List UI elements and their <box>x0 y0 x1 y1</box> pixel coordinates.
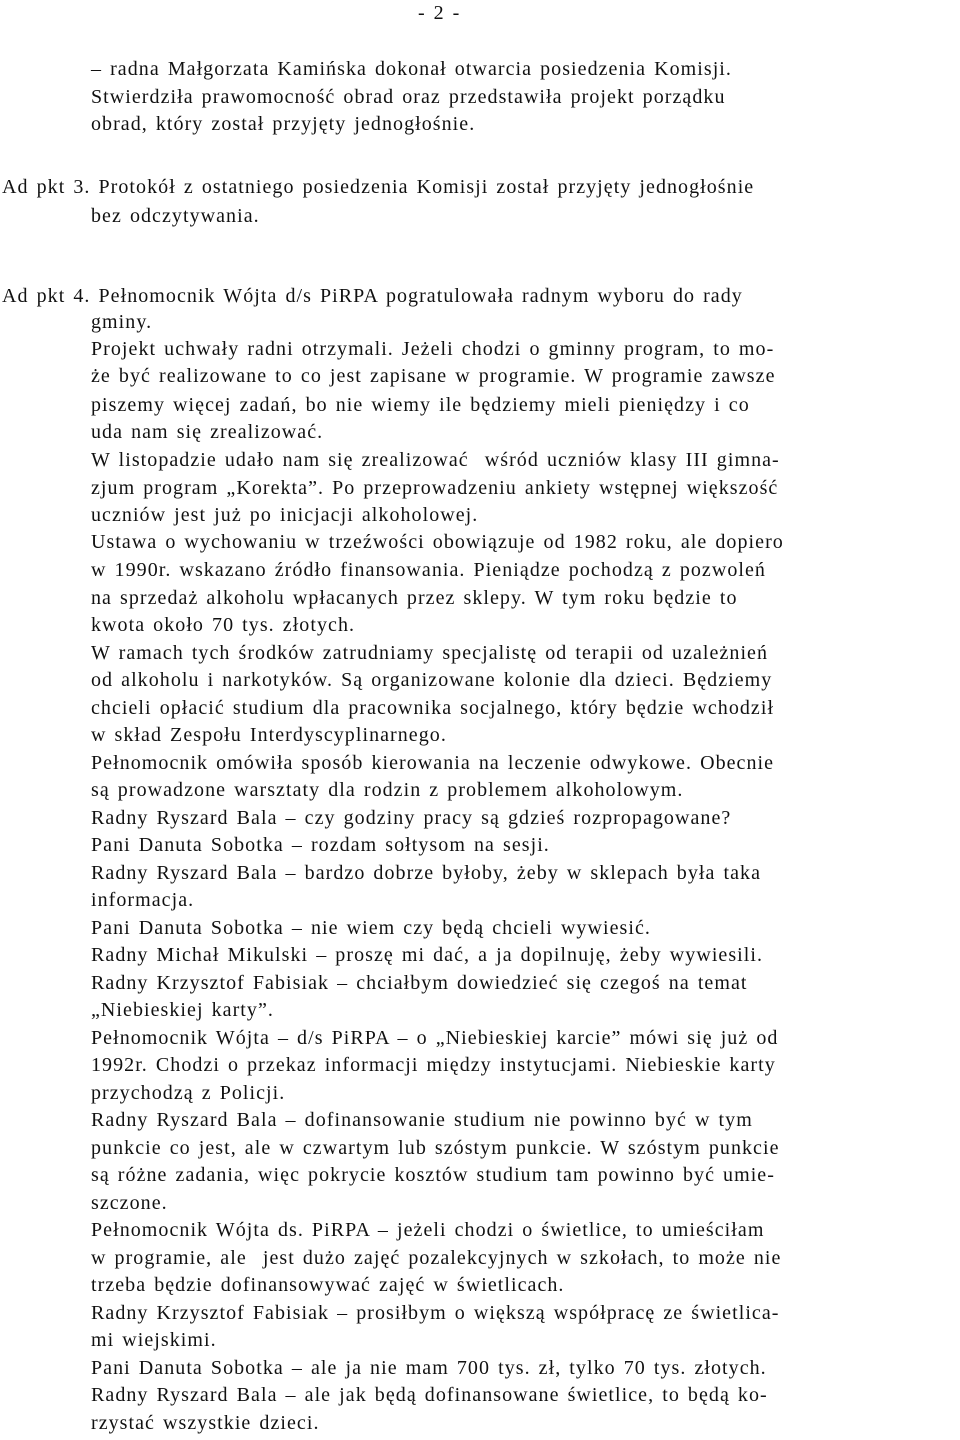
text-line: Projekt uchwały radni otrzymali. Jeżeli chodzi o gminny program, to mo- <box>91 338 775 360</box>
text-line: rzystać wszystkie dzieci. <box>91 1412 320 1434</box>
text-line: mi wiejskimi. <box>91 1329 217 1351</box>
text-line: przychodzą z Policji. <box>91 1082 286 1104</box>
text-line: informacja. <box>91 889 195 911</box>
text-line: uda nam się zrealizować. <box>91 421 324 443</box>
text-line: 1992r. Chodzi o przekaz informacji między instytucjami. Niebieskie karty <box>91 1054 776 1076</box>
text-line: Pani Danuta Sobotka – ale ja nie mam 700 tys. zł, tylko 70 tys. złotych. <box>91 1357 767 1379</box>
text-line: zjum program „Korekta”. Po przeprowadzeniu ankiety wstępnej większość <box>91 477 779 499</box>
text-line: punkcie co jest, ale w czwartym lub szóstym punkcie. W szóstym punkcie <box>91 1137 780 1159</box>
text-line: Pani Danuta Sobotka – rozdam sołtysom na sesji. <box>91 834 550 856</box>
text-line: są różne zadania, więc pokrycie kosztów studium tam powinno być umie- <box>91 1164 775 1186</box>
text-line: w 1990r. wskazano źródło finansowania. Pieniądze pochodzą z pozwoleń <box>91 559 766 581</box>
text-line: Ustawa o wychowaniu w trzeźwości obowiązuje od 1982 roku, ale dopiero <box>91 531 784 553</box>
text-line: Radny Ryszard Bala – bardzo dobrze byłoby, żeby w sklepach była taka <box>91 862 762 884</box>
text-line: trzeba będzie dofinansowywać zajęć w świetlicach. <box>91 1274 565 1296</box>
text-line: Pełnomocnik Wójta ds. PiRPA – jeżeli chodzi o świetlice, to umieściłam <box>91 1219 765 1241</box>
text-line: w skład Zespołu Interdyscyplinarnego. <box>91 724 447 746</box>
text-line: „Niebieskiej karty”. <box>91 999 274 1021</box>
text-line: są prowadzone warsztaty dla rodzin z problemem alkoholowym. <box>91 779 684 801</box>
text-line: szczone. <box>91 1192 168 1214</box>
text-line: uczniów jest już po inicjacji alkoholowej. <box>91 504 479 526</box>
text-line: Ad pkt 4. Pełnomocnik Wójta d/s PiRPA pogratulowała radnym wyboru do rady <box>2 285 743 307</box>
text-line: Radny Ryszard Bala – dofinansowanie studium nie powinno być w tym <box>91 1109 753 1131</box>
text-line: Radny Michał Mikulski – proszę mi dać, a ja dopilnuję, żeby wywiesili. <box>91 944 764 966</box>
text-line: Stwierdziła prawomocność obrad oraz przedstawiła projekt porządku <box>91 86 726 108</box>
text-line: gminy. <box>91 311 153 333</box>
text-line: – radna Małgorzata Kamińska dokonał otwarcia posiedzenia Komisji. <box>91 58 732 80</box>
text-line: chcieli opłacić studium dla pracownika socjalnego, który będzie wchodził <box>91 697 775 719</box>
text-line: Radny Ryszard Bala – ale jak będą dofinansowane świetlice, to będą ko- <box>91 1384 768 1406</box>
text-line: kwota około 70 tys. złotych. <box>91 614 356 636</box>
text-line: od alkoholu i narkotyków. Są organizowane kolonie dla dzieci. Będziemy <box>91 669 773 691</box>
text-line: Pani Danuta Sobotka – nie wiem czy będą chcieli wywiesić. <box>91 917 651 939</box>
text-line: W ramach tych środków zatrudniamy specjalistę od terapii od uzależnień <box>91 642 769 664</box>
text-line: na sprzedaż alkoholu wpłacanych przez sklepy. W tym roku będzie to <box>91 587 738 609</box>
text-line: Ad pkt 3. Protokół z ostatniego posiedzenia Komisji został przyjęty jednogłośnie <box>2 176 755 198</box>
text-line: piszemy więcej zadań, bo nie wiemy ile będziemy mieli pieniędzy i co <box>91 394 750 416</box>
text-line: Radny Ryszard Bala – czy godziny pracy są gdzieś rozpropagowane? <box>91 807 732 829</box>
text-line: że być realizowane to co jest zapisane w programie. W programie zawsze <box>91 365 776 387</box>
text-line: Radny Krzysztof Fabisiak – prosiłbym o większą współpracę ze świetlica- <box>91 1302 780 1324</box>
text-line: Pełnomocnik omówiła sposób kierowania na leczenie odwykowe. Obecnie <box>91 752 775 774</box>
text-line: Pełnomocnik Wójta – d/s PiRPA – o „Niebieskiej karcie” mówi się już od <box>91 1027 779 1049</box>
text-line: Radny Krzysztof Fabisiak – chciałbym dowiedzieć się czegoś na temat <box>91 972 748 994</box>
text-line: W listopadzie udało nam się zrealizować wśród uczniów klasy III gimna- <box>91 449 780 471</box>
text-line: w programie, ale jest dużo zajęć pozalekcyjnych w szkołach, to może nie <box>91 1247 782 1269</box>
page-number: - 2 - <box>418 2 462 24</box>
text-line: bez odczytywania. <box>91 205 260 227</box>
text-line: obrad, który został przyjęty jednogłośnie. <box>91 113 476 135</box>
